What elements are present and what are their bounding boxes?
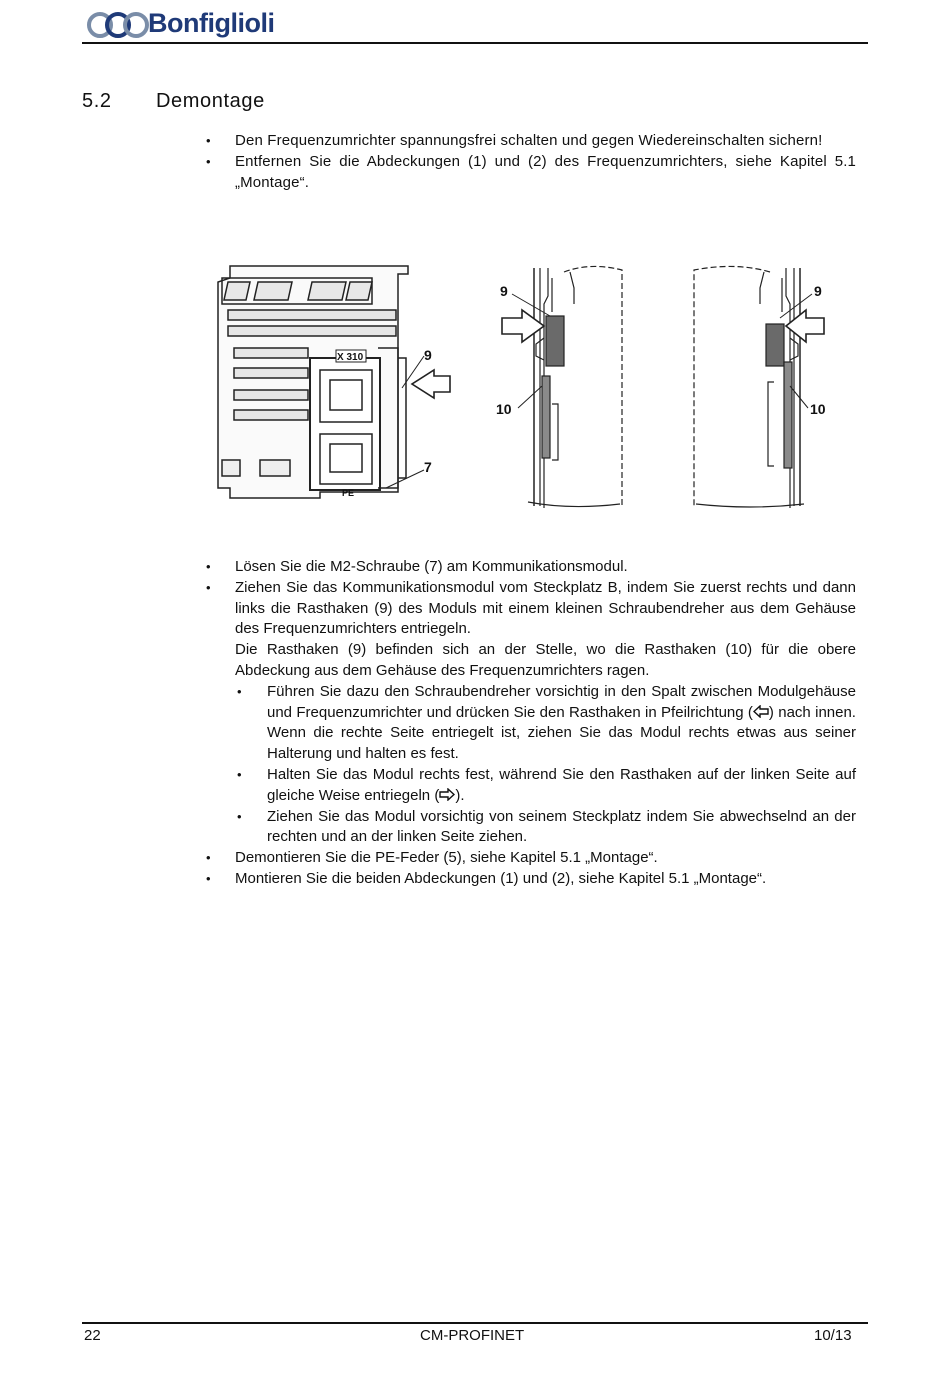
arrow-right-outline-icon <box>439 788 455 801</box>
sub-item-text: Halten Sie das Modul rechts fest, während Sie den Rasthaken auf der linken Seite auf gleiche Weise entriegeln ( <box>267 765 856 804</box>
page-number: 22 <box>84 1327 101 1344</box>
sub-list-item <box>82 765 856 807</box>
arrow-right-icon-left <box>502 310 544 342</box>
brand-name: Bonfiglioli <box>148 8 275 38</box>
sub-list-item: • Ziehen Sie das Modul vorsichtig von seinem Steckplatz indem Sie abwechselnd an der rechten und an der linken Seite ziehen. <box>82 807 856 849</box>
leader-10-right <box>790 386 808 408</box>
list-item: • Entfernen Sie die Abdeckungen (1) und (2) des Frequenzumrichters, siehe Kapitel 5.1 „Montage“. <box>82 152 856 194</box>
label-10-left: 10 <box>496 401 512 417</box>
list-item: • Den Frequenzumrichter spannungsfrei schalten und gegen Wiedereinschalten sichern! <box>82 131 856 152</box>
sub-item-text: ) nach innen. Wenn die rechte Seite entriegelt ist, ziehen Sie das Modul rechts etwas aus seiner Halterung und halten es fest. <box>267 703 856 763</box>
list-item: • Lösen Sie die M2-Schraube (7) am Kommunikationsmodul. <box>82 557 856 578</box>
sub-list-item <box>82 682 856 765</box>
label-7-main: 7 <box>424 459 432 475</box>
leader-9-right <box>780 294 812 318</box>
x310-label: X 310 <box>337 352 364 363</box>
list-item: • Ziehen Sie das Kommunikationsmodul vom Steckplatz B, indem Sie zuerst rechts und dann links die Rasthaken (9) des Moduls mit einem kleinen Schraubendreher aus dem Gehäuse des Frequenzumrichters entriegeln. <box>82 578 856 640</box>
arrow-left-icon-right <box>786 310 824 342</box>
sub-item-text: ). <box>455 786 465 804</box>
label-10-right: 10 <box>810 401 826 417</box>
intro-list <box>82 131 856 193</box>
right-detail-drawing <box>694 266 804 508</box>
pe-label: PE <box>342 488 355 498</box>
arrow-left-outline-icon <box>753 705 769 718</box>
bonfiglioli-logo-icon <box>86 8 150 42</box>
sub-item-text: Führen Sie dazu den Schraubendreher vorsichtig in den Spalt zwischen Modulgehäuse und Frequenzumrichter und drücken Sie den Rasthaken in Pfeilrichtung ( <box>267 682 856 721</box>
header-rule <box>82 42 868 44</box>
inverter-module-drawing <box>218 266 408 498</box>
note-paragraph: Die Rasthaken (9) befinden sich an der Stelle, wo die Rasthaken (10) für die obere Abdeckung aus dem Gehäuse des Frequenzumrichters ragen. <box>235 641 856 679</box>
left-detail-drawing <box>528 266 622 508</box>
instruction-list <box>82 557 856 890</box>
section-title: Demontage <box>156 90 265 112</box>
label-9-left: 9 <box>500 283 508 299</box>
page-header <box>82 6 868 44</box>
section-heading <box>82 90 265 113</box>
section-number: 5.2 <box>82 90 112 112</box>
list-item: • Montieren Sie die beiden Abdeckungen (1) und (2), siehe Kapitel 5.1 „Montage“. <box>82 869 856 890</box>
footer-date: 10/13 <box>814 1327 852 1344</box>
list-item: • Demontieren Sie die PE-Feder (5), siehe Kapitel 5.1 „Montage“. <box>82 848 856 869</box>
arrow-left-icon <box>412 370 450 398</box>
footer-product: CM-PROFINET <box>420 1327 525 1344</box>
label-9-right: 9 <box>814 283 822 299</box>
dismount-figure <box>200 248 860 518</box>
footer-rule <box>82 1322 868 1324</box>
x310-label-box <box>336 350 366 363</box>
leader-10-left <box>518 386 542 408</box>
label-9-main: 9 <box>424 347 432 363</box>
